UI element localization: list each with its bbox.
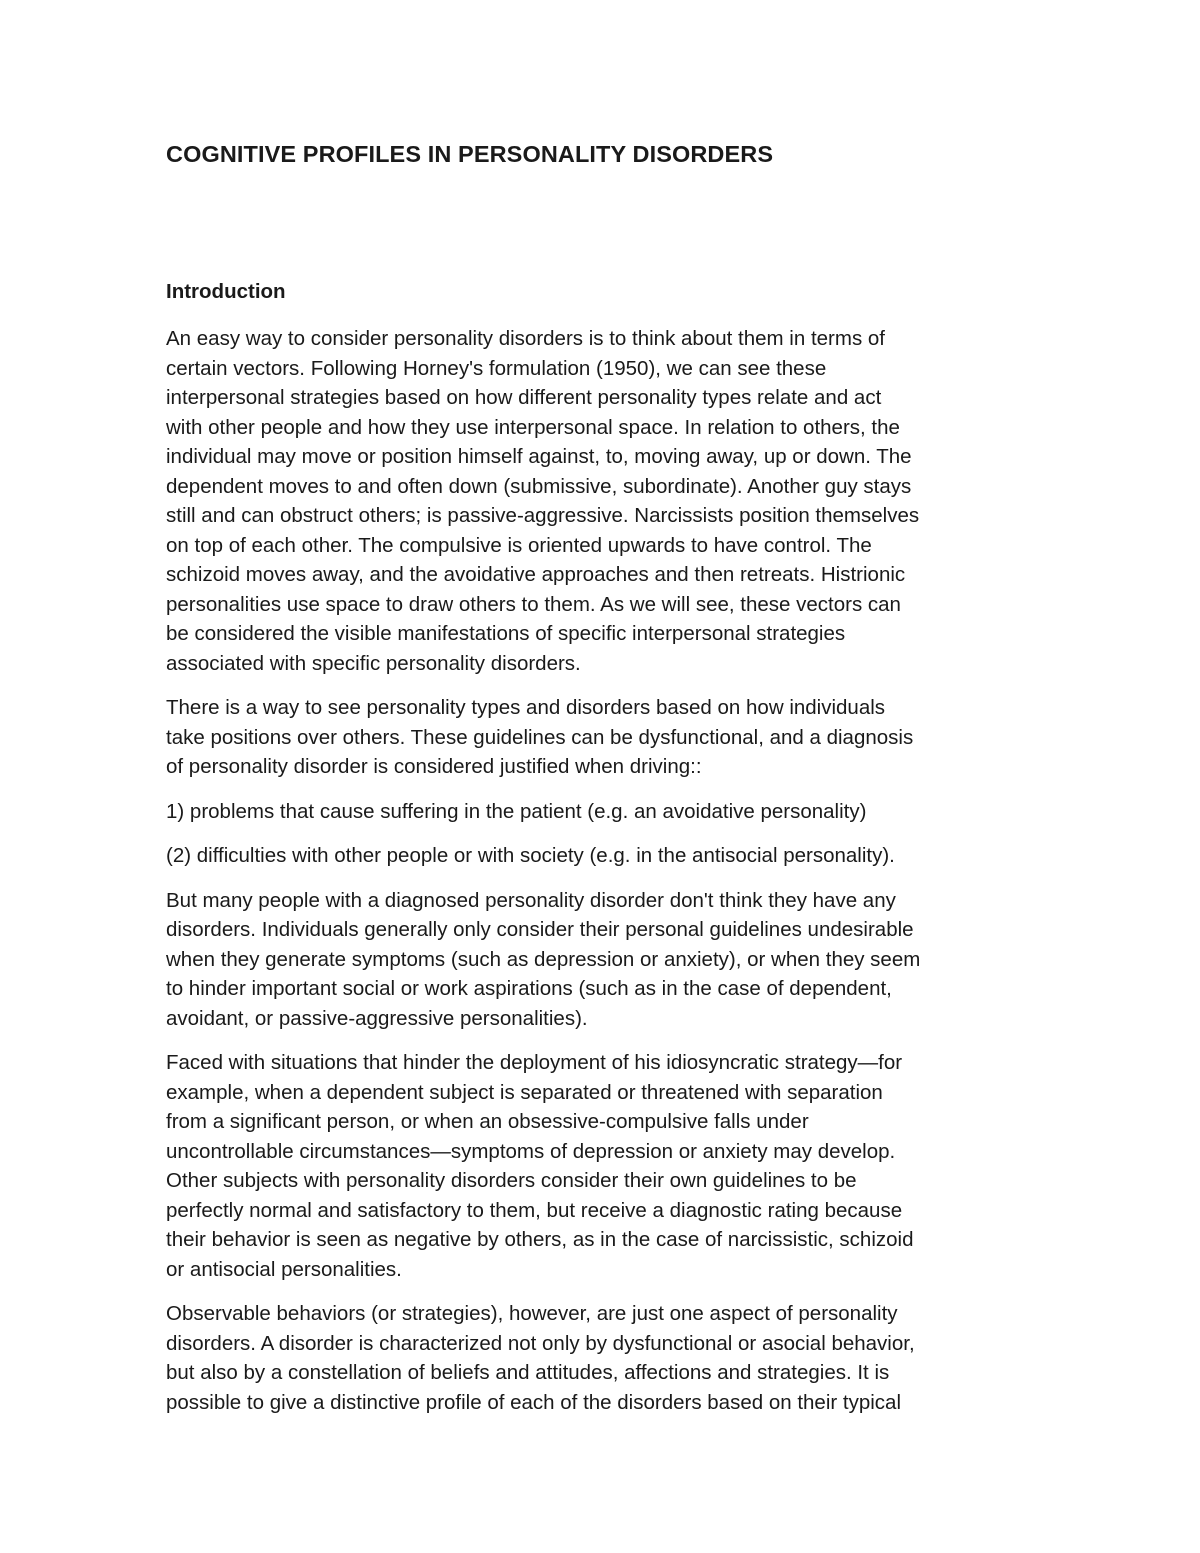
paragraph bbox=[166, 797, 1036, 827]
text-line: avoidant, or passive-aggressive personalities). bbox=[166, 1006, 588, 1030]
text-line: disorders. A disorder is characterized not only by dysfunctional or asocial behavior, bbox=[166, 1331, 915, 1355]
text-line: perfectly normal and satisfactory to them, but receive a diagnostic rating because bbox=[166, 1198, 903, 1222]
text-line: disorders. Individuals generally only consider their personal guidelines undesirable bbox=[166, 918, 914, 941]
text-line: uncontrollable circumstances—symptoms of depression or anxiety may develop. bbox=[166, 1139, 896, 1163]
text-line: certain vectors. Following Horney's formulation (1950), we can see these bbox=[166, 356, 827, 380]
text-line: (2) difficulties with other people or with society (e.g. in the antisocial personality). bbox=[166, 844, 895, 867]
text-line: but also by a constellation of beliefs and attitudes, affections and strategies. It is bbox=[166, 1361, 890, 1384]
text-line: still and can obstruct others; is passive-aggressive. Narcissists position themselves bbox=[166, 504, 920, 527]
text-line: on top of each other. The compulsive is oriented upwards to have control. The bbox=[166, 533, 872, 557]
text-line: their behavior is seen as negative by others, as in the case of narcissistic, schizoid bbox=[166, 1228, 914, 1251]
text-line: example, when a dependent subject is separated or threatened with separation bbox=[166, 1080, 883, 1104]
document-body bbox=[166, 324, 1036, 1432]
text-line: But many people with a diagnosed personality disorder don't think they have any bbox=[166, 888, 896, 912]
text-line: possible to give a distinctive profile of each of the disorders based on their typical bbox=[166, 1390, 901, 1414]
text-line: 1) problems that cause suffering in the patient (e.g. an avoidative personality) bbox=[166, 799, 867, 823]
paragraph bbox=[166, 1048, 1036, 1284]
text-line: Faced with situations that hinder the deployment of his idiosyncratic strategy—for bbox=[166, 1051, 903, 1074]
text-line: from a significant person, or when an obsessive-compulsive falls under bbox=[166, 1110, 809, 1133]
document-title: COGNITIVE PROFILES IN PERSONALITY DISORDERS bbox=[166, 141, 774, 167]
text-line: Observable behaviors (or strategies), however, are just one aspect of personality bbox=[166, 1302, 898, 1325]
paragraph bbox=[166, 841, 1036, 871]
text-line: interpersonal strategies based on how different personality types relate and act bbox=[166, 386, 882, 409]
paragraph bbox=[166, 693, 1036, 782]
text-line: take positions over others. These guidelines can be dysfunctional, and a diagnosis bbox=[166, 725, 914, 749]
paragraph bbox=[166, 886, 1036, 1034]
paragraph bbox=[166, 324, 1036, 678]
text-line: dependent moves to and often down (submissive, subordinate). Another guy stays bbox=[166, 474, 912, 498]
text-line: personalities use space to draw others to them. As we will see, these vectors can bbox=[166, 592, 901, 616]
section-heading-introduction: Introduction bbox=[166, 280, 286, 303]
text-line: schizoid moves away, and the avoidative approaches and then retreats. Histrionic bbox=[166, 563, 906, 586]
text-line: with other people and how they use interpersonal space. In relation to others, the bbox=[166, 415, 900, 439]
text-line: There is a way to see personality types and disorders based on how individuals bbox=[166, 696, 886, 719]
text-line: when they generate symptoms (such as depression or anxiety), or when they seem bbox=[166, 947, 921, 971]
text-line: individual may move or position himself against, to, moving away, up or down. The bbox=[166, 445, 912, 468]
text-line: of personality disorder is considered justified when driving:: bbox=[166, 755, 702, 778]
text-line: to hinder important social or work aspirations (such as in the case of dependent, bbox=[166, 977, 892, 1000]
text-line: be considered the visible manifestations of specific interpersonal strategies bbox=[166, 622, 846, 645]
text-line: associated with specific personality disorders. bbox=[166, 651, 581, 675]
paragraph bbox=[166, 1299, 1036, 1417]
text-line: Other subjects with personality disorders consider their own guidelines to be bbox=[166, 1169, 857, 1192]
text-line: An easy way to consider personality disorders is to think about them in terms of bbox=[166, 327, 885, 350]
text-line: or antisocial personalities. bbox=[166, 1257, 402, 1281]
